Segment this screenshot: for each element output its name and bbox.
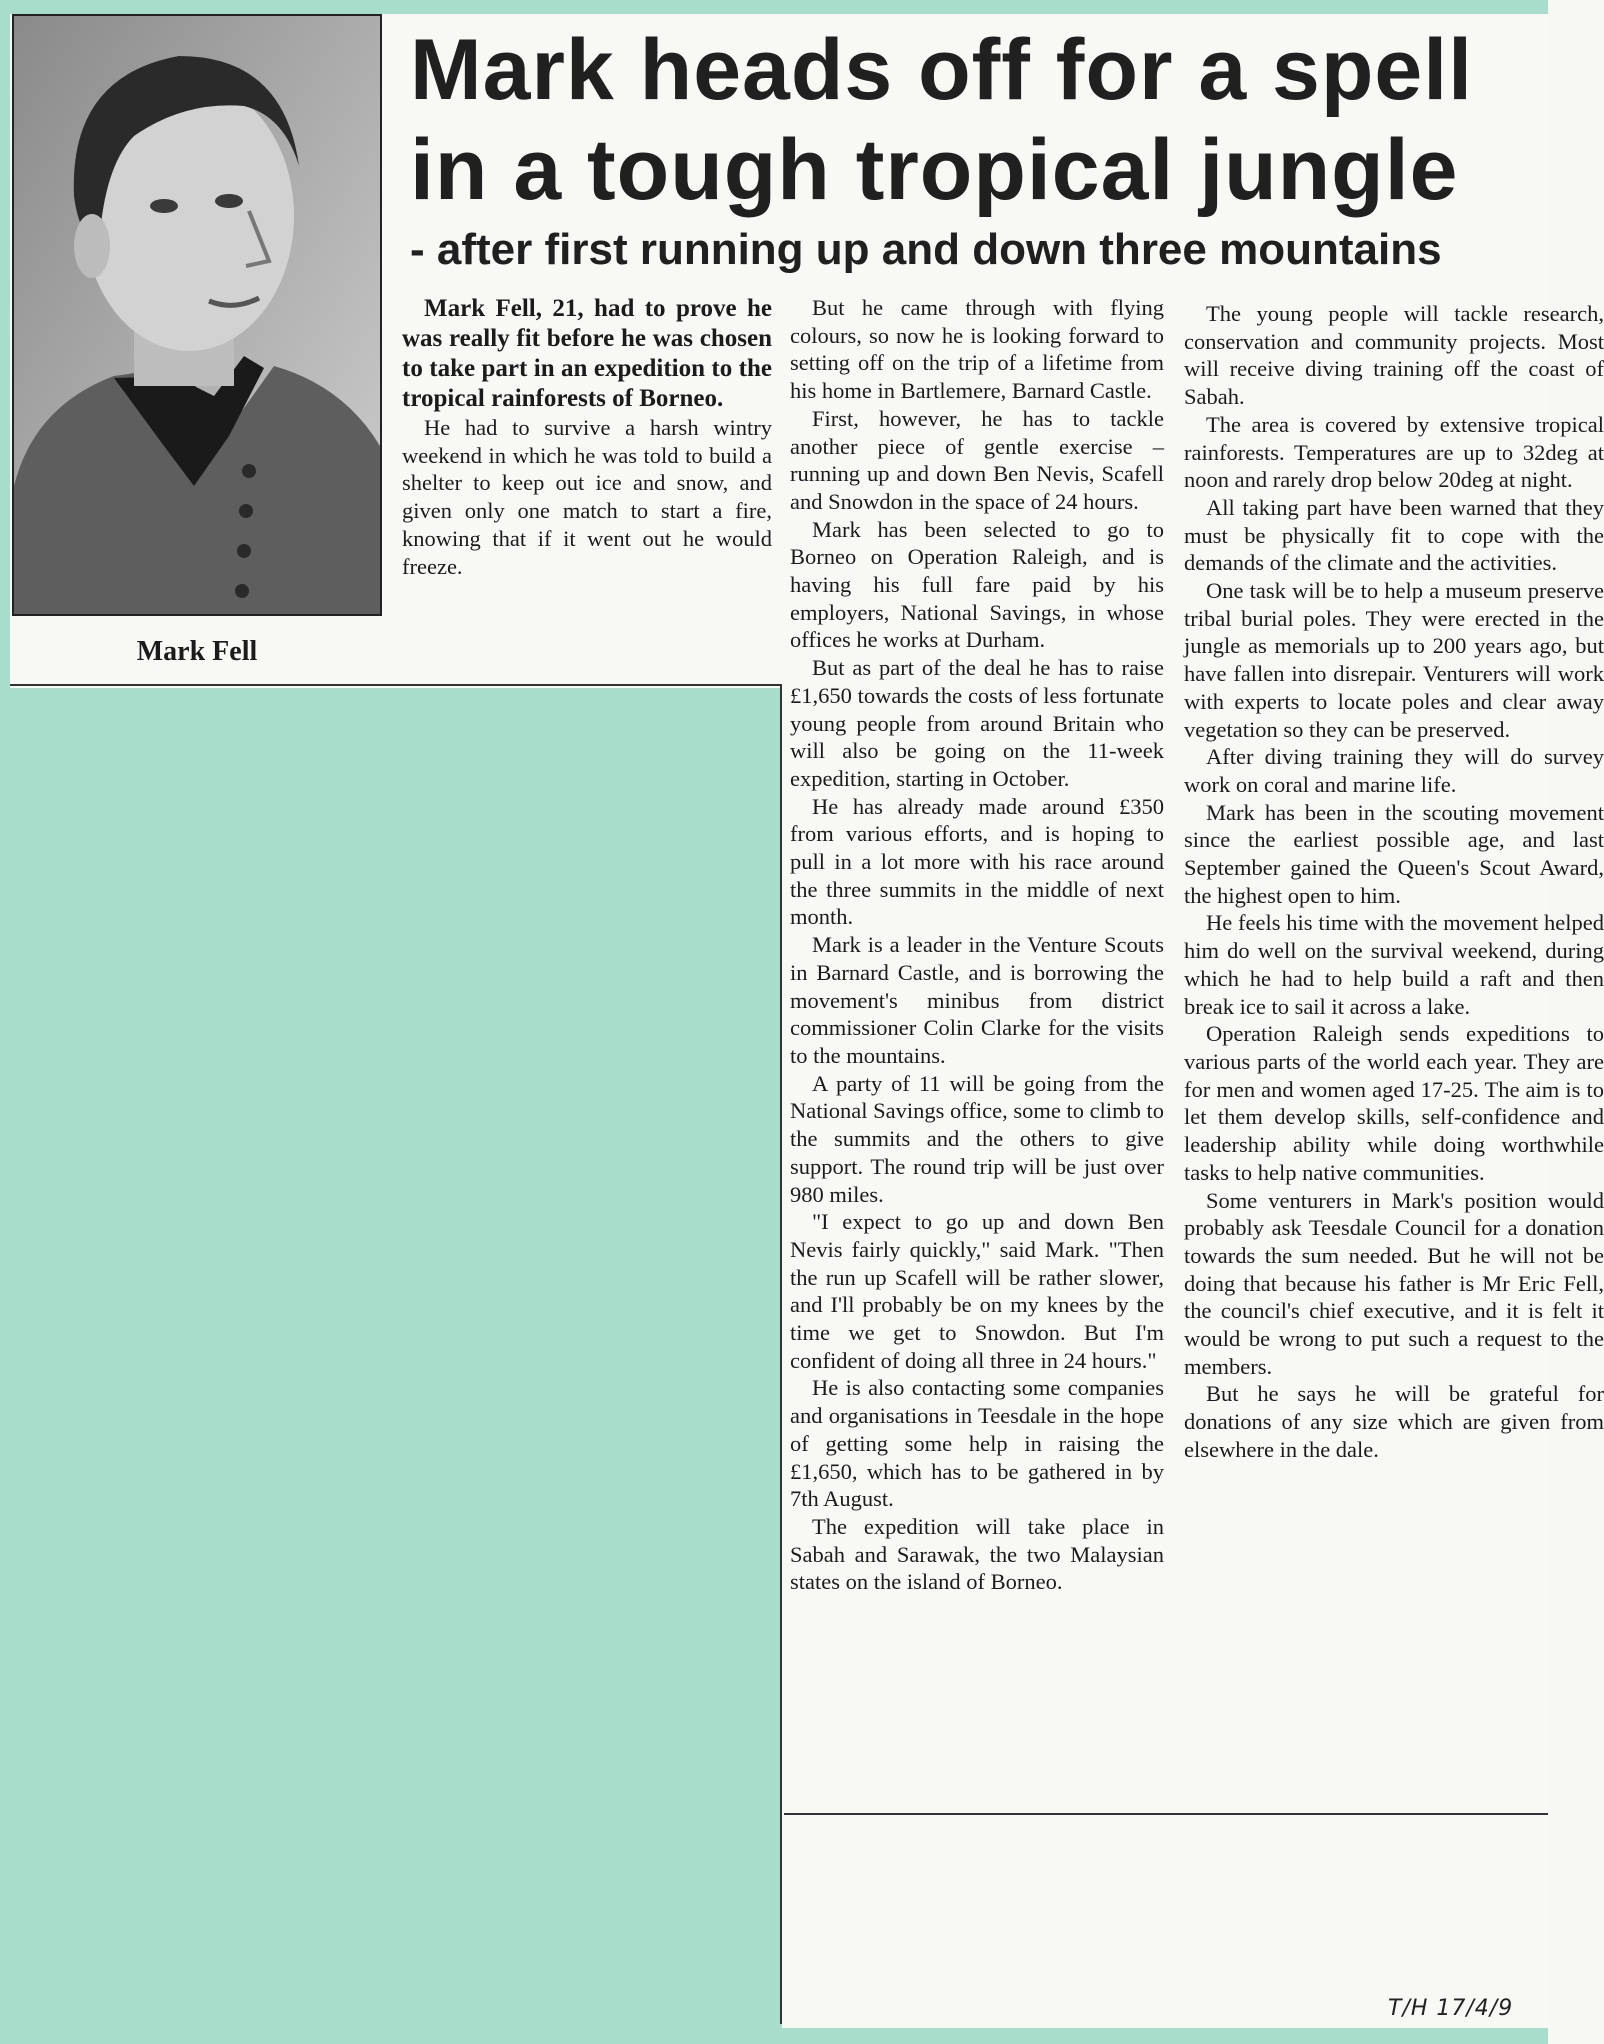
article-column-2 [790, 294, 1164, 2034]
paragraph: He had to survive a harsh wintry weekend in which he was told to build a shelter to keep out ice and snow, and given only one match to start a fire, knowing that if it went out he would freeze. [402, 415, 772, 579]
paragraph: Mark has been in the scouting movement since the earliest possible age, and last September gained the Queen's Scout Award, the highest open to him. [1184, 799, 1604, 908]
paragraph: The young people will tackle research, conservation and community projects. Most will receive diving training off the coast of Sabah. [1184, 301, 1604, 410]
headline-line-2: in a tough tropical jungle [410, 122, 1459, 218]
paragraph: One task will be to help a museum preserve tribal burial poles. They were erected in the jungle as memorials up to 200 years ago, but have fallen into disrepair. Venturers will work with experts to locate poles and clear away vegetation so they can be preserved. [1184, 578, 1604, 742]
paragraph: Mark Fell, 21, had to prove he was really fit before he was chosen to take part in an expedition to the tropical rainforests of Borneo. [402, 295, 772, 412]
portrait-photo [12, 14, 382, 616]
paragraph: He has already made around £350 from various efforts, and is hoping to pull in a lot more with his race around the three summits in the middle of next month. [790, 793, 1164, 930]
paragraph: First, however, he has to tackle another piece of gentle exercise – running up and down Ben Nevis, Scafell and Snowdon in the space of 24 hours. [790, 405, 1164, 514]
article-column-1 [402, 294, 772, 674]
paragraph: He feels his time with the movement helped him do well on the survival weekend, during which he had to help build a raft and then break ice to sail it across a lake. [1184, 910, 1604, 1019]
mount-background [0, 688, 800, 2044]
paragraph: A party of 11 will be going from the National Savings office, some to climb to the summits and the others to give support. The round trip will be just over 980 miles. [790, 1070, 1164, 1207]
paragraph: After diving training they will do survey work on coral and marine life. [1184, 744, 1604, 797]
paragraph: But as part of the deal he has to raise £1,650 towards the costs of less fortunate young people from around Britain who will also be going on the 11-week expedition, starting in October. [790, 655, 1164, 791]
mount-background [0, 0, 1548, 14]
paragraph: "I expect to go up and down Ben Nevis fairly quickly," said Mark. "Then the run up Scafell will be rather slower, and I'll probably be on my knees by the time we get to Snowdon. But I'm confident of doing all three in 24 hours." [790, 1209, 1164, 1373]
article-column-3 [1184, 300, 1604, 2034]
paragraph: Operation Raleigh sends expeditions to various parts of the world each year. They are for men and women aged 17-25. The aim is to let them develop skills, self-confidence and leadership ability while doing worthwhile tasks to help native communities. [1184, 1021, 1604, 1185]
mount-background [720, 700, 770, 1160]
handwritten-date-note: T/H 17/4/9 [1388, 1996, 1514, 2021]
headline-line-1: Mark heads off for a spell [410, 22, 1474, 118]
paragraph: Mark is a leader in the Venture Scouts in Barnard Castle, and is borrowing the movement's minibus from district commissioner Colin Clarke for the visits to the mountains. [790, 932, 1164, 1068]
mount-background [0, 0, 10, 690]
paragraph: But he came through with flying colours, so now he is looking forward to setting off on the trip of a lifetime from his home in Bartlemere, Barnard Castle. [790, 295, 1164, 404]
paragraph: He is also contacting some companies and organisations in Teesdale in the hope of getting some help in raising the £1,650, which has to be gathered in by 7th August. [790, 1375, 1164, 1512]
paragraph: All taking part have been warned that they must be physically fit to cope with the demands of the climate and the activities. [1184, 494, 1604, 576]
clipping-edge [780, 684, 782, 2024]
photo-caption: Mark Fell [136, 636, 258, 667]
paragraph: The area is covered by extensive tropical rainforests. Temperatures are up to 32deg at noon and rarely drop below 20deg at night. [1184, 411, 1604, 493]
paragraph: Some venturers in Mark's position would probably ask Teesdale Council for a donation towards the sum needed. But he will not be doing that because his father is Mr Eric Fell, the council's chief executive, and it is felt it would be wrong to put such a request to the members. [1184, 1187, 1604, 1379]
paragraph: The expedition will take place in Sabah and Sarawak, the two Malaysian states on the island of Borneo. [790, 1513, 1164, 1595]
clipping-edge [10, 684, 782, 686]
headline [410, 20, 1548, 220]
paragraph: Mark has been selected to go to Borneo on Operation Raleigh, and is having his full fare paid by his employers, National Savings, in whose offices he works at Durham. [790, 516, 1164, 653]
paragraph: But he says he will be grateful for donations of any size which are given from elsewhere in the dale. [1184, 1381, 1604, 1462]
subheadline: - after first running up and down three mountains [410, 225, 1442, 274]
